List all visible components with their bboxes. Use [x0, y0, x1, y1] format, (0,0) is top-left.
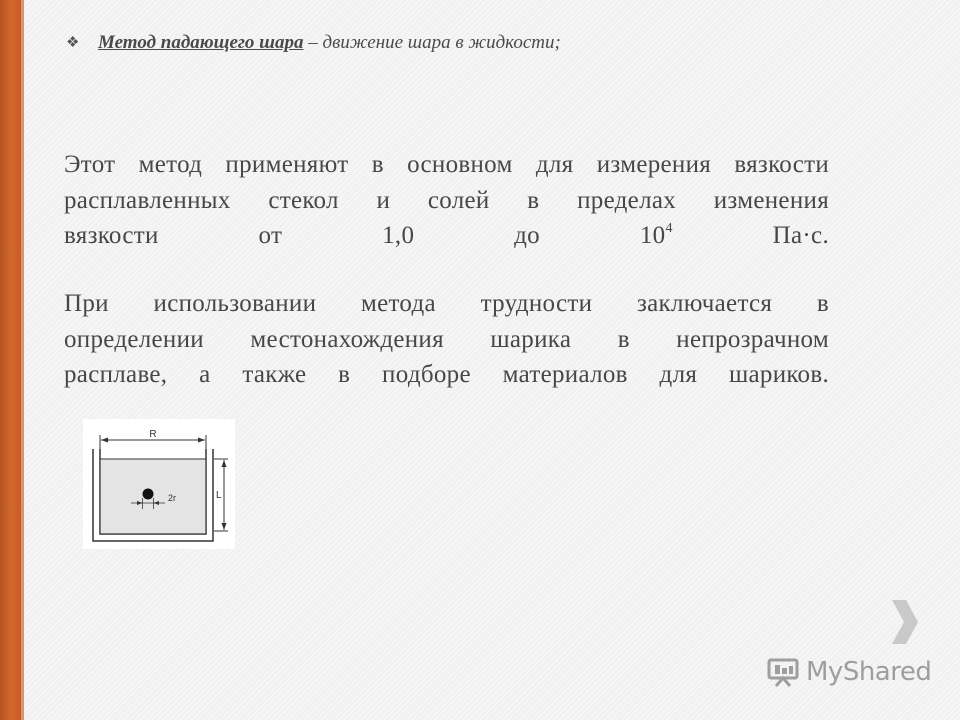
falling-ball [143, 489, 154, 500]
paragraph-1-line-2: расплавленных стекол и солей в пределах изменения [64, 186, 829, 214]
paragraph-1 [64, 147, 829, 254]
bullet-heading [66, 32, 561, 54]
label-2r: 2r [168, 493, 177, 503]
label-L: L [216, 490, 222, 501]
next-slide-button[interactable] [884, 596, 924, 648]
label-R: R [149, 429, 157, 440]
r-arrow-right [198, 438, 205, 443]
viscosity-unit: Па·с. [672, 222, 829, 249]
diamond-bullet-icon: ❖ [66, 35, 80, 51]
chevron-right-icon [884, 596, 924, 648]
falling-ball-diagram [83, 419, 235, 549]
paragraph-1-line-3 [64, 218, 829, 254]
method-description: – движение шара в жидкости; [303, 32, 561, 53]
side-accent-bar [0, 0, 24, 720]
paragraph-1-line-1: Этот метод применяют в основном для измерения вязкости [64, 151, 829, 178]
presentation-board-icon [766, 657, 800, 687]
logo-text: MyShared [806, 657, 932, 687]
paragraph-2-line-2: определении местонахождения шарика в непрозрачном [64, 325, 829, 353]
paragraph-2 [64, 286, 829, 393]
r-arrow-left [101, 438, 108, 443]
l-arrow-bottom [222, 523, 227, 530]
myshared-logo [766, 654, 931, 690]
viscosity-range-text: вязкости от 1,0 до 10 [64, 222, 666, 249]
paragraph-2-line-3: расплаве, а также в подборе материалов для шариков. [64, 361, 829, 388]
exponent: 4 [665, 221, 673, 236]
l-arrow-top [222, 460, 227, 467]
paragraph-2-line-1: При использовании метода трудности заключается в [64, 290, 829, 317]
method-term: Метод падающего шара [98, 32, 304, 53]
diagram-svg [83, 419, 235, 549]
